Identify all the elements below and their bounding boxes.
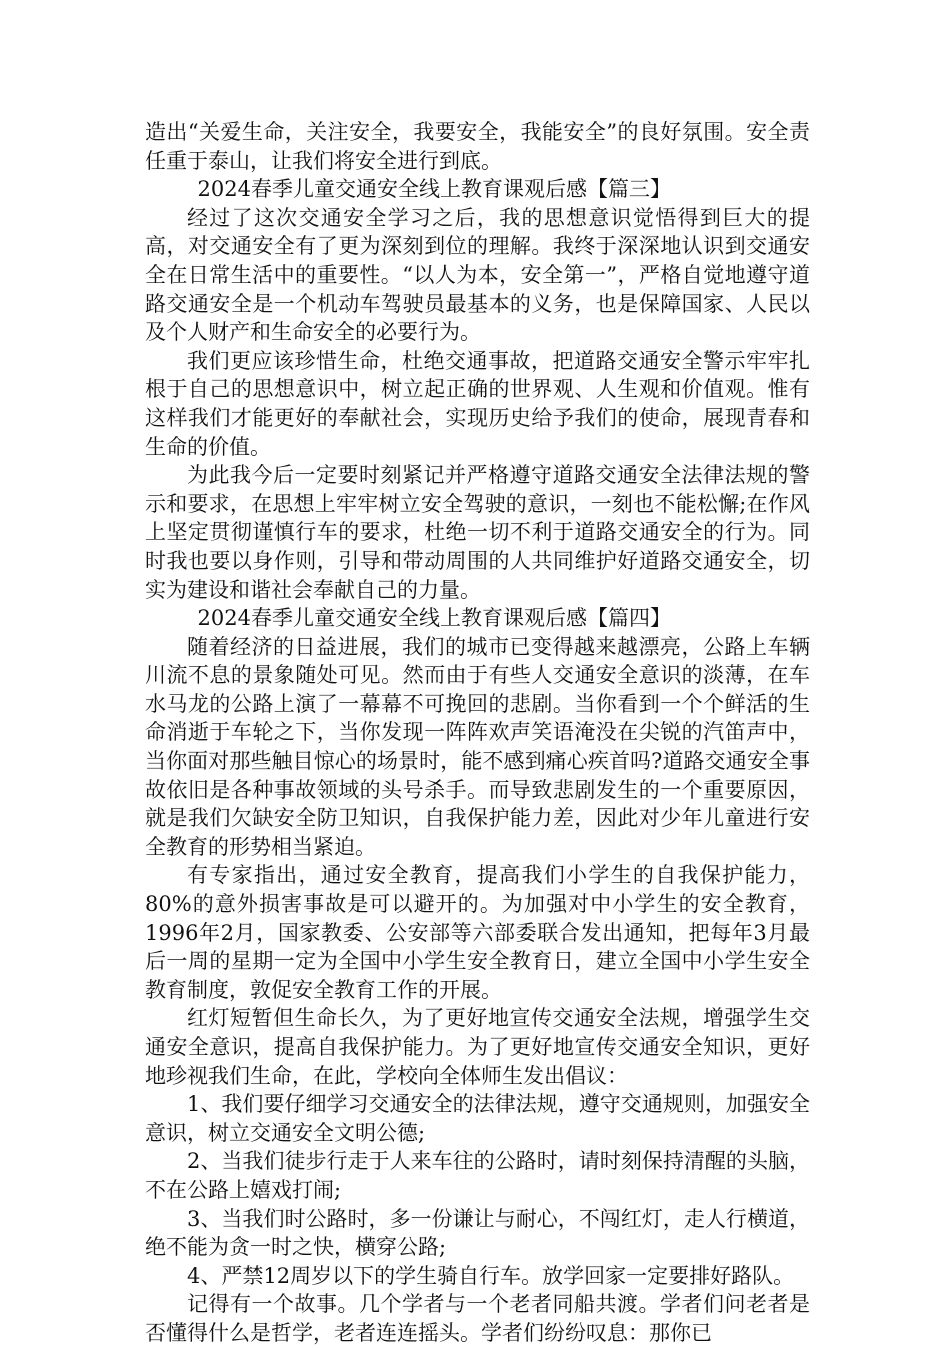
- paragraph: 随着经济的日益进展，我们的城市已变得越来越漂亮，公路上车辆川流不息的景象随处可见。然而由于有些人交通安全意识的淡薄，在车水马龙的公路上演了一幕幕不可挽回的悲剧。当你看到一个个鲜活的生命消逝于车轮之下，当你发现一阵阵欢声笑语淹没在尖锐的汽笛声中，当你面对那些触目惊心的场景时，能不感到痛心疾首吗?道路交通安全事故依旧是各种事故领域的头号杀手。而导致悲剧发生的一个重要原因，就是我们欠缺安全防卫知识，自我保护能力差，因此对少年儿童进行安全教育的形势相当紧迫。: [145, 634, 810, 859]
- paragraph: 经过了这次交通安全学习之后，我的思想意识觉悟得到巨大的提高，对交通安全有了更为深刻到位的理解。我终于深深地认识到交通安全在日常生活中的重要性。“以人为本，安全第一”，严格自觉地遵守道路交通安全是一个机动车驾驶员最基本的义务，也是保障国家、人民以及个人财产和生命安全的必要行为。: [145, 205, 810, 345]
- section-heading-part4: 2024春季儿童交通安全线上教育课观后感【篇四】: [197, 606, 671, 631]
- section-heading-part3: 2024春季儿童交通安全线上教育课观后感【篇三】: [197, 177, 671, 202]
- list-item-2: 2、当我们徒步行走于人来车往的公路时，请时刻保持清醒的头脑，不在公路上嬉戏打闹;: [145, 1149, 810, 1202]
- list-item-1: 1、我们要仔细学习交通安全的法律法规，遵守交通规则，加强安全意识，树立交通安全文明公德;: [145, 1092, 810, 1145]
- paragraph: 记得有一个故事。几个学者与一个老者同船共渡。学者们问老者是否懂得什么是哲学，老者连连摇头。学者们纷纷叹息：那你已: [145, 1292, 810, 1345]
- paragraph: 我们更应该珍惜生命，杜绝交通事故，把道路交通安全警示牢牢扎根于自己的思想意识中，树立起正确的世界观、人生观和价值观。惟有这样我们才能更好的奉献社会，实现历史给予我们的使命，展现青春和生命的价值。: [145, 348, 810, 459]
- paragraph: 为此我今后一定要时刻紧记并严格遵守道路交通安全法律法规的警示和要求，在思想上牢牢树立安全驾驶的意识，一刻也不能松懈;在作风上坚定贯彻谨慎行车的要求，杜绝一切不利于道路交通安全的行为。同时我也要以身作则，引导和带动周围的人共同维护好道路交通安全，切实为建设和谐社会奉献自己的力量。: [145, 463, 810, 602]
- paragraph: 红灯短暂但生命长久，为了更好地宣传交通安全法规，增强学生交通安全意识，提高自我保护能力。为了更好地宣传交通安全知识，更好地珍视我们生命，在此，学校向全体师生发出倡议：: [145, 1006, 810, 1088]
- paragraph-continuation: 造出“关爱生命，关注安全，我要安全，我能安全”的良好氛围。安全责任重于泰山，让我们将安全进行到底。: [145, 120, 810, 173]
- list-item-3: 3、当我们时公路时，多一份谦让与耐心，不闯红灯，走人行横道，绝不能为贪一时之快，横穿公路;: [145, 1206, 810, 1260]
- list-item-4: 4、严禁12周岁以下的学生骑自行车。放学回家一定要排好路队。: [187, 1263, 795, 1288]
- document-page: [145, 118, 810, 1348]
- paragraph: 有专家指出，通过安全教育，提高我们小学生的自我保护能力，80%的意外损害事故是可以避开的。为加强对中小学生的安全教育，1996年2月，国家教委、公安部等六部委联合发出通知，把每年3月最后一周的星期一定为全国中小学生安全教育日，建立全国中小学生安全教育制度，敦促安全教育工作的开展。: [145, 863, 810, 1002]
